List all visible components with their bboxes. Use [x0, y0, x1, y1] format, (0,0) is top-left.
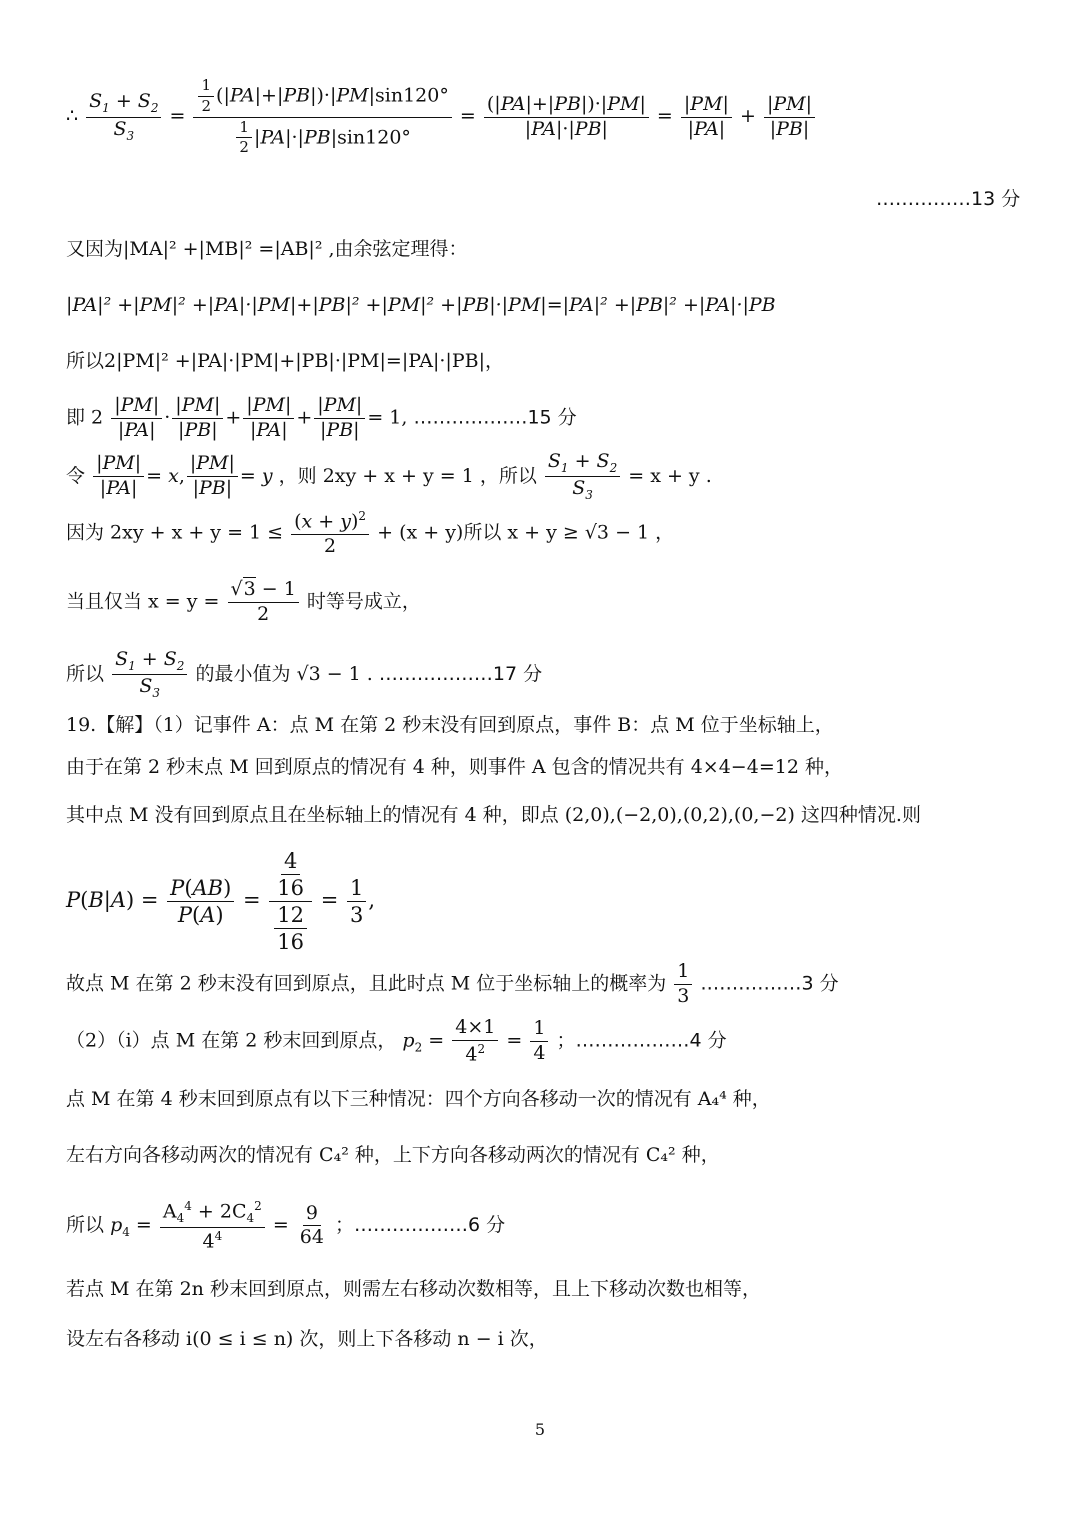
- formula-minimum: 所以 $\frac{S_1 + S_2}{S_3}$ 的最小值为 √3 − 1 . ………………17 分: [66, 648, 543, 701]
- q19-line2: 由于在第 2 秒末点 M 回到原点的情况有 4 种，则事件 A 包含的情况共有 4×4−4=12 种，: [66, 756, 843, 778]
- formula-equality-condition: 当且仅当 x = y = $\frac{√3 - 1}{2}$ 时等号成立，: [66, 578, 421, 625]
- q19-part2-p2: （2）（i）点 M 在第 2 秒末回到原点， $p_2$ = $\frac{4\times 1}{4^2}$ = $\frac{1}{4}$ ；………………4 分: [66, 1016, 727, 1066]
- formula-s1s2-over-s3: ∴ $\frac{S_1 + S_2}{S_3}$ = $\frac{1}{2}$ (|PA|+|PB|)·|PM|sin120° $\frac{1}{2}$ |PA|·|PB|sin120° = $\frac{(|PA|+|PB|)\cdot|PM|}{|PA|\cdot|PB|}$ = $\frac{|PM|}{|PA|}$ + $\frac{|PM|}{|PB|}$: [66, 78, 817, 156]
- formula-inequality: 因为 2xy + x + y = 1 ≤ $\frac{(x + y)^2}{2}$ + (x + y)所以 x + y ≥ √3 − 1 ，: [66, 509, 675, 558]
- q19-conclusion-1: 故点 M 在第 2 秒末没有回到原点，且此时点 M 位于坐标轴上的概率为 $\frac{1}{3}$ .……………3 分: [66, 960, 839, 1007]
- score-13: ……………13 分: [876, 188, 1021, 210]
- q19-line-c42: 左右方向各移动两次的情况有 C₄² 种，上下方向各移动两次的情况有 C₄² 种，: [66, 1144, 720, 1166]
- q19-line-i: 设左右各移动 i(0 ≤ i ≤ n) 次，则上下各移动 n − i 次，: [66, 1328, 548, 1350]
- page-number: 5: [534, 1420, 546, 1439]
- score-3: .……………3 分: [700, 972, 839, 995]
- line-cosine-intro: 又因为|MA|² +|MB|² =|AB|² ,由余弦定理得：: [66, 238, 468, 260]
- score-15: ………………15 分: [413, 406, 577, 429]
- q19-part2-p4: 所以 $p_4$ = $\frac{A_4^4 + 2C_4^2}{4^4}$ = $\frac{9}{64}$ ；………………6 分: [66, 1199, 506, 1253]
- q19-line3: 其中点 M 没有回到原点且在坐标轴上的情况有 4 种，即点 (2,0),(−2,0),(0,2),(0,−2) 这四种情况.则: [66, 804, 921, 826]
- formula-let-xy: 令 $\frac{|PM|}{|PA|}$ = x, $\frac{|PM|}{|PB|}$ = y ，则 2xy + x + y = 1 ，所以 $\frac{S_1 + S_2}{S_3}$ = x + y .: [66, 450, 712, 503]
- score-6: ；………………6 分: [335, 1213, 506, 1236]
- line-cosine-equation: |PA|² +|PM|² +|PA|·|PM|+|PB|² +|PM|² +|PB|·|PM|=|PA|² +|PB|² +|PA|·|PB: [66, 294, 776, 316]
- score-17: ………………17 分: [378, 662, 543, 685]
- formula-ratio-sum: 即 2 $\frac{|PM|}{|PA|}$ · $\frac{|PM|}{|PB|}$ + $\frac{|PM|}{|PA|}$ + $\frac{|PM|}{|PB|}$ = 1, ………………15 分: [66, 394, 577, 441]
- q19-intro: 19.【解】（1）记事件 A：点 M 在第 2 秒末没有回到原点，事件 B：点 M 位于坐标轴上，: [66, 714, 834, 736]
- q19-line-2n: 若点 M 在第 2n 秒末回到原点，则需左右移动次数相等，且上下移动次数也相等，: [66, 1278, 761, 1300]
- score-4: ；………………4 分: [556, 1029, 727, 1052]
- formula-conditional-prob: P(B|A) = $\frac{P(AB)}{P(A)}$ = $\frac{\frac{4}{16}}{\frac{12}{16}}$ = $\frac{1}{3}$ ,: [66, 849, 376, 955]
- q19-line-4sec: 点 M 在第 4 秒末回到原点有以下三种情况：四个方向各移动一次的情况有 A₄⁴ 种，: [66, 1088, 771, 1110]
- line-therefore-2pm: 所以2|PM|² +|PA|·|PM|+|PB|·|PM|=|PA|·|PB|，: [66, 350, 504, 372]
